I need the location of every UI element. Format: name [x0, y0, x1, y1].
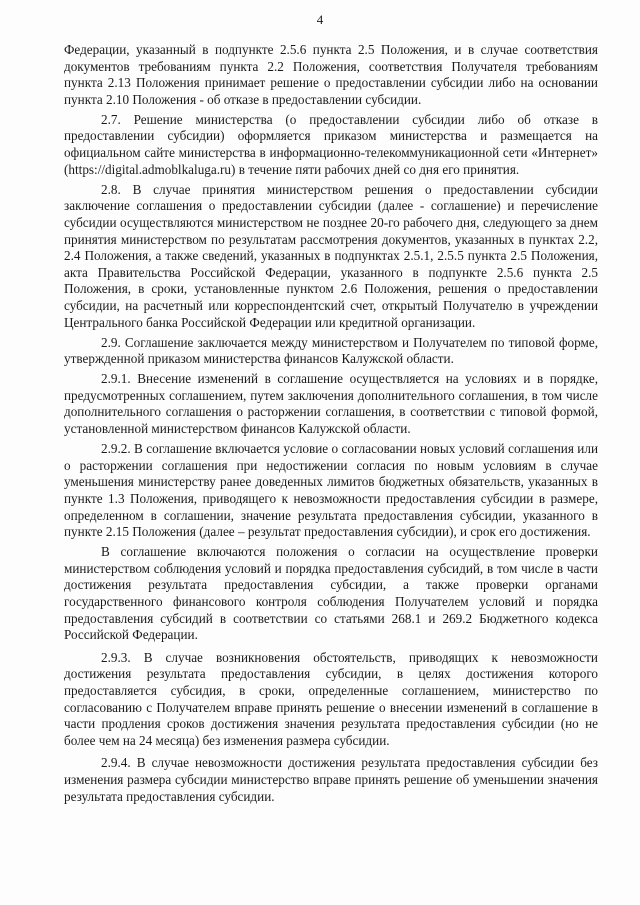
- paragraph-2-9-3: 2.9.3. В случае возникновения обстоятельств, приводящих к невозможности достижения результата предоставления субсидии, в целях достижения которого предоставляется субсидия, в сроки, определенные соглашением, министерство по согласованию с Получателем вправе принять решение о внесении изменений в соглашение в части продления сроков достижения значения результата предоставления субсидии (но не более чем на 24 месяца) без изменения размера субсидии.: [64, 649, 598, 748]
- paragraph-2-9-1: 2.9.1. Внесение изменений в соглашение осуществляется на условиях и в порядке, предусмотренных соглашением, путем заключения дополнительного соглашения, в том числе дополнительного соглашения о расторжении соглашения, в соответствии с типовой формой, установленной министерством финансов Калужской области.: [64, 371, 598, 437]
- paragraph-2-8: 2.8. В случае принятия министерством решения о предоставлении субсидии заключение соглашения о предоставлении субсидии (далее - соглашение) и перечисление субсидии осуществляются министерством не позднее 20-го рабочего дня, следующего за днем принятия министерством по результатам рассмотрения документов, указанных в пунктах 2.2, 2.4 Положения, а также сведений, указанных в подпунктах 2.5.1, 2.5.5 пункта 2.5 Положения, акта Правительства Российской Федерации, указанного в подпункте 2.5.6 пункта 2.5 Положения, в сроки, установленные пунктом 2.6 Положения, решения о предоставлении субсидии, на расчетный или корреспондентский счет, открытый Получателю в учреждении Центрального банка Российской Федерации или кредитной организации.: [64, 181, 598, 330]
- paragraph-continuation: Федерации, указанный в подпункте 2.5.6 пункта 2.5 Положения, и в случае соответствия документов требованиям пункта 2.2 Положения, соответствия Получателя требованиям пункта 2.13 Положения принимает решение о предоставлении субсидии либо на основании пункта 2.10 Положения - об отказе в предоставлении субсидии.: [64, 42, 598, 107]
- paragraph-agreement-inspection: В соглашение включаются положения о согласии на осуществление проверки министерством соблюдения условий и порядка предоставления субсидий, в том числе в части достижения результата предоставления субсидии, а также проверки органами государственного финансового контроля соблюдения Получателем условий и порядка предоставления субсидий в соответствии со статьями 268.1 и 269.2 Бюджетного кодекса Российской Федерации.: [64, 544, 598, 643]
- document-body: [64, 42, 598, 809]
- paragraph-2-9: 2.9. Соглашение заключается между министерством и Получателем по типовой форме, утвержденной приказом министерства финансов Калужской области.: [64, 334, 598, 367]
- page-number: 4: [316, 12, 324, 27]
- paragraph-2-9-2: 2.9.2. В соглашение включается условие о согласовании новых условий соглашения или о расторжении соглашения при недостижении согласия по новым условиям в случае уменьшения министерству ранее доведенных лимитов бюджетных обязательств, указанных в пункте 1.3 Положения, приводящего к невозможности предоставления субсидии в размере, определенном в соглашении, значение результата предоставления субсидии, указанного в пункте 2.15 Положения (далее – результат предоставления субсидии), и срок его достижения.: [64, 441, 598, 540]
- paragraph-2-9-4: 2.9.4. В случае невозможности достижения результата предоставления субсидии без изменения размера субсидии министерство вправе принять решение об уменьшении значения результата предоставления субсидии.: [64, 755, 598, 804]
- paragraph-2-7: 2.7. Решение министерства (о предоставлении субсидии либо об отказе в предоставлении субсидии) оформляется приказом министерства и размещается на официальном сайте министерства в информационно-телекоммуникационной сети «Интернет» (https://digital.admoblkaluga.ru) в течение пяти рабочих дней со дня его принятия.: [64, 111, 598, 177]
